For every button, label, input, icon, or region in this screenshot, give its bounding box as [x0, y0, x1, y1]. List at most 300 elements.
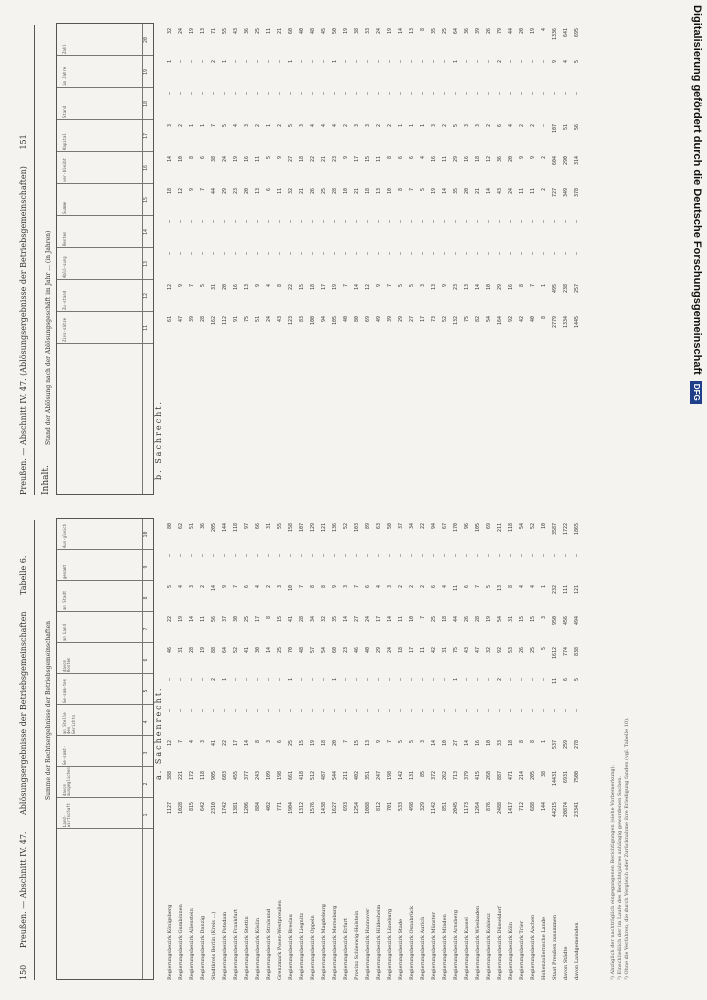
cell-value: — — [552, 709, 558, 713]
cell-value: — — [420, 678, 426, 682]
cell-value: 11 — [420, 647, 426, 654]
cell-value: 21 — [354, 188, 360, 195]
cell-value: 25 — [442, 28, 448, 35]
inhalt-label: Inhalt. — [41, 465, 51, 495]
cell-value: 9 — [189, 188, 195, 192]
cell-value: 8 — [420, 28, 426, 32]
table-row — [454, 25, 463, 495]
cell-value: — — [233, 220, 239, 224]
cell-value: 24 — [266, 316, 272, 323]
cell-value: 5 — [409, 284, 415, 288]
column-header: an Land — [62, 624, 67, 641]
cell-value: 62 — [178, 523, 184, 530]
cell-value: — — [431, 252, 437, 256]
cell-value: — — [310, 554, 316, 558]
cell-value: 52 — [343, 523, 349, 530]
table-row — [509, 520, 518, 980]
cell-value: — — [167, 252, 173, 256]
cell-value: — — [321, 709, 327, 713]
cell-value: 6 — [563, 678, 569, 682]
cell-value: 131 — [409, 771, 415, 781]
cell-value: 8 — [541, 316, 547, 320]
row-label: Regierungsbezirk Koblenz — [486, 913, 492, 980]
cell-value: 1 — [222, 60, 228, 64]
cell-value: 33 — [497, 740, 503, 747]
cell-value: — — [200, 252, 206, 256]
cell-value: — — [343, 709, 349, 713]
cell-value: — — [541, 678, 547, 682]
cell-value: 20874 — [563, 802, 569, 818]
cell-value: 6 — [497, 124, 503, 128]
cell-value: — — [222, 554, 228, 558]
cell-value: 80 — [354, 316, 360, 323]
cell-value: — — [453, 220, 459, 224]
cell-value: — — [409, 554, 415, 558]
cell-value: 44 — [453, 616, 459, 623]
cell-value: — — [409, 92, 415, 96]
cell-value: 1 — [409, 124, 415, 128]
cell-value: 2 — [277, 124, 283, 128]
cell-value: — — [266, 252, 272, 256]
cell-value: — — [552, 554, 558, 558]
cell-value: 107 — [299, 523, 305, 533]
header-column-divider — [57, 766, 153, 767]
cell-value: 92 — [497, 647, 503, 654]
cell-value: 4 — [508, 124, 514, 128]
cell-value: — — [552, 252, 558, 256]
cell-value: — — [420, 60, 426, 64]
row-label: Regierungsbezirk Liegnitz — [299, 912, 305, 980]
table-row — [344, 25, 353, 495]
table-row — [564, 25, 573, 495]
cell-value: 5 — [266, 156, 272, 160]
cell-value: 4 — [420, 156, 426, 160]
cell-value: 6 — [365, 585, 371, 589]
cell-value: 1612 — [552, 647, 558, 660]
cell-value: — — [442, 554, 448, 558]
cell-value: 14 — [442, 188, 448, 195]
column-header: gesamt — [62, 564, 67, 579]
cell-value: 25 — [321, 188, 327, 195]
cell-value: 42 — [431, 647, 437, 654]
cell-value: 17 — [354, 156, 360, 163]
cell-value: 8 — [398, 188, 404, 192]
cell-value: 43 — [277, 316, 283, 323]
cell-value: 32 — [486, 647, 492, 654]
cell-value: 3 — [420, 740, 426, 744]
cell-value: — — [486, 678, 492, 682]
row-label: Regierungsbezirk Stade — [398, 918, 404, 980]
cell-value: 1627 — [332, 802, 338, 815]
table-row — [388, 520, 397, 980]
table-row — [542, 25, 551, 495]
cell-value: 3 — [365, 124, 371, 128]
cell-value: 2 — [420, 585, 426, 589]
cell-value: 25 — [431, 616, 437, 623]
cell-value: 7 — [420, 616, 426, 620]
table-row — [355, 25, 364, 495]
cell-value: 5 — [420, 188, 426, 192]
cell-value: 5 — [541, 647, 547, 651]
cell-value: 205 — [530, 771, 536, 781]
cell-value: 24 — [365, 616, 371, 623]
cell-value: 1742 — [222, 802, 228, 815]
cell-value: 96 — [464, 523, 470, 530]
row-label: Regierungsbezirk Königsberg — [167, 904, 173, 980]
cell-value: 727 — [552, 188, 558, 198]
cell-value: 11 — [398, 616, 404, 623]
table-row — [487, 25, 496, 495]
row-label: Regierungsbezirk Stettin — [244, 916, 250, 980]
header-column-divider — [57, 87, 153, 88]
cell-value: 24 — [222, 156, 228, 163]
footnote-1: ¹) Abzüglich der nachträglich eingegangenen Berichtigungen (siehe Vorbemerkung). — [610, 764, 616, 980]
cell-value: — — [233, 92, 239, 96]
cell-value: 2 — [541, 156, 547, 160]
cell-value: 14431 — [552, 771, 558, 787]
cell-value: — — [453, 92, 459, 96]
cell-value: 2 — [398, 585, 404, 589]
cell-value: — — [431, 92, 437, 96]
cell-value: 211 — [343, 771, 349, 781]
cell-value: 103 — [354, 523, 360, 533]
cell-value: — — [552, 92, 558, 96]
cell-value: — — [530, 554, 536, 558]
column-header: Zu-stand — [62, 290, 67, 310]
cell-value: — — [519, 709, 525, 713]
cell-value: — — [563, 220, 569, 224]
cell-value: 495 — [552, 284, 558, 294]
cell-value: 121 — [574, 585, 580, 595]
cell-value: — — [398, 554, 404, 558]
cell-value: — — [266, 60, 272, 64]
cell-value: — — [376, 678, 382, 682]
cell-value: 5 — [200, 284, 206, 288]
cell-value: 693 — [343, 802, 349, 812]
cell-value: 455 — [233, 771, 239, 781]
cell-value: 11 — [277, 188, 283, 195]
cell-value: — — [211, 709, 217, 713]
cell-value: 494 — [574, 616, 580, 626]
cell-value: 838 — [574, 647, 580, 657]
cell-value: 49 — [376, 316, 382, 323]
row-label: Regierungsbezirk Aurich — [420, 916, 426, 980]
cell-value: — — [244, 220, 250, 224]
cell-value: — — [266, 678, 272, 682]
cell-value: 27 — [354, 616, 360, 623]
left-header-rule — [34, 520, 35, 980]
cell-value: — — [486, 60, 492, 64]
column-header: Zins-sätze — [62, 317, 67, 342]
cell-value: 79 — [497, 28, 503, 35]
row-label: Hohenzollernsche Lande — [541, 917, 547, 980]
cell-value: 6 — [266, 188, 272, 192]
cell-value: — — [200, 709, 206, 713]
cell-value: 31 — [266, 523, 272, 530]
cell-value: 26 — [486, 28, 492, 35]
cell-value: 688 — [530, 802, 536, 812]
cell-value: 19 — [431, 188, 437, 195]
cell-value: 22 — [420, 523, 426, 530]
cell-value: 31 — [178, 647, 184, 654]
cell-value: 402 — [354, 771, 360, 781]
cell-value: — — [266, 554, 272, 558]
footnote-3: ³) Ohne die Verfahren, die durch Vergleich oder Zurücknahme ihre Erledigung fanden (vgl. Tabelle 10). — [624, 717, 630, 980]
cell-value: 18 — [310, 284, 316, 291]
cell-value: 30 — [255, 647, 261, 654]
cell-value: 10 — [541, 523, 547, 530]
cell-value: — — [211, 92, 217, 96]
cell-value: 105 — [332, 316, 338, 326]
cell-value: — — [519, 554, 525, 558]
cell-value: 60 — [288, 28, 294, 35]
cell-value: 268 — [486, 771, 492, 781]
cell-value: — — [486, 252, 492, 256]
cell-value: 3 — [354, 124, 360, 128]
cell-value: — — [255, 60, 261, 64]
cell-value: — — [398, 709, 404, 713]
cell-value: 80 — [167, 523, 173, 530]
cell-value: — — [453, 709, 459, 713]
cell-value: 13 — [464, 284, 470, 291]
table-row — [322, 520, 331, 980]
cell-value: 100 — [310, 316, 316, 326]
cell-value: 7 — [530, 284, 536, 288]
cell-value: 22 — [167, 616, 173, 623]
column-header: Summe — [62, 201, 67, 214]
cell-value: — — [255, 554, 261, 558]
cell-value: — — [277, 252, 283, 256]
table-row — [300, 25, 309, 495]
cell-value: 19 — [200, 647, 206, 654]
cell-value: 56 — [211, 616, 217, 623]
cell-value: 262 — [442, 771, 448, 781]
column-number: 3 — [143, 751, 149, 755]
table-row — [289, 520, 298, 980]
column-number: 1 — [143, 813, 149, 817]
cell-value: 1 — [332, 60, 338, 64]
table-row — [542, 520, 551, 980]
cell-value: 16 — [233, 284, 239, 291]
cell-value: — — [277, 220, 283, 224]
cell-value: — — [310, 220, 316, 224]
row-label: Regierungsbezirk Arnsberg — [453, 909, 459, 980]
cell-value: — — [530, 678, 536, 682]
cell-value: 9 — [255, 284, 261, 288]
row-label: Regierungsbezirk Magdeburg — [321, 904, 327, 980]
cell-value: 14 — [211, 585, 217, 592]
cell-value: — — [431, 554, 437, 558]
column-header: an Stelle des Gerichts — [62, 712, 76, 734]
left-column-header-block — [56, 518, 154, 980]
cell-value: 533 — [398, 802, 404, 812]
table-row — [245, 520, 254, 980]
cell-value: 39 — [189, 316, 195, 323]
table-row — [498, 25, 507, 495]
cell-value: — — [409, 252, 415, 256]
cell-value: 17 — [321, 284, 327, 291]
cell-value: — — [387, 252, 393, 256]
cell-value: 3 — [431, 124, 437, 128]
cell-value: 39 — [387, 316, 393, 323]
table-row — [399, 25, 408, 495]
cell-value: — — [508, 554, 514, 558]
column-number: 15 — [143, 196, 149, 203]
cell-value: 89 — [365, 523, 371, 530]
cell-value: 6 — [464, 585, 470, 589]
cell-value: 29 — [376, 647, 382, 654]
cell-value: 2 — [178, 124, 184, 128]
cell-value: 7 — [343, 284, 349, 288]
table-row — [553, 25, 562, 495]
cell-value: 3 — [387, 585, 393, 589]
cell-value: — — [178, 554, 184, 558]
cell-value: — — [321, 220, 327, 224]
cell-value: — — [365, 252, 371, 256]
cell-value: 14 — [475, 284, 481, 291]
cell-value: — — [255, 678, 261, 682]
cell-value: — — [486, 92, 492, 96]
cell-value: 14 — [431, 740, 437, 747]
cell-value: — — [365, 678, 371, 682]
cell-value: 905 — [211, 771, 217, 781]
cell-value: 11 — [200, 616, 206, 623]
column-header: Renten — [62, 231, 67, 246]
cell-value: 18 — [442, 616, 448, 623]
cell-value: 471 — [508, 771, 514, 781]
cell-value: 2 — [497, 60, 503, 64]
cell-value: 11 — [442, 156, 448, 163]
cell-value: 661 — [288, 771, 294, 781]
cell-value: 329 — [420, 802, 426, 812]
cell-value: 23 — [453, 284, 459, 291]
cell-value: — — [354, 252, 360, 256]
cell-value: — — [420, 220, 426, 224]
column-number: 20 — [143, 36, 149, 43]
column-header: im Jahre — [62, 66, 67, 86]
table-row — [377, 25, 386, 495]
cell-value: 7 — [200, 188, 206, 192]
cell-value: — — [475, 220, 481, 224]
header-column-divider — [57, 735, 153, 736]
row-label: Regierungsbezirk Osnabrück — [409, 906, 415, 980]
cell-value: — — [376, 92, 382, 96]
cell-value: 29 — [453, 156, 459, 163]
cell-value: — — [255, 220, 261, 224]
cell-value: 18 — [365, 188, 371, 195]
cell-value: — — [343, 92, 349, 96]
cell-value: 6 — [244, 585, 250, 589]
cell-value: — — [310, 60, 316, 64]
cell-value: 170 — [453, 523, 459, 533]
cell-value: 1334 — [563, 316, 569, 329]
cell-value: — — [288, 709, 294, 713]
cell-value: 36 — [244, 28, 250, 35]
column-header: davon Kosten — [62, 657, 72, 672]
cell-value: 7 — [354, 585, 360, 589]
cell-value: — — [453, 252, 459, 256]
cell-value: 3 — [475, 124, 481, 128]
cell-value: 111 — [563, 585, 569, 595]
header-column-divider — [57, 673, 153, 674]
cell-value: — — [211, 554, 217, 558]
cell-value: 112 — [222, 316, 228, 326]
cell-value: — — [464, 252, 470, 256]
table-row — [223, 520, 232, 980]
cell-value: — — [266, 709, 272, 713]
cell-value: — — [178, 709, 184, 713]
cell-value: 603 — [222, 771, 228, 781]
cell-value: 17 — [409, 647, 415, 654]
cell-value: — — [409, 709, 415, 713]
cell-value: 16 — [431, 156, 437, 163]
cell-value: 19 — [486, 616, 492, 623]
cell-value: — — [222, 92, 228, 96]
cell-value: 10 — [387, 188, 393, 195]
cell-value: 15 — [299, 284, 305, 291]
column-number: 6 — [143, 658, 149, 662]
cell-value: 5 — [453, 124, 459, 128]
row-label: Regierungsbezirk Frankfurt — [233, 908, 239, 980]
cell-value: 27 — [453, 740, 459, 747]
right-table-body — [168, 25, 588, 495]
cell-value: 12 — [178, 188, 184, 195]
cell-value: 25 — [530, 647, 536, 654]
cell-value: — — [310, 709, 316, 713]
column-number: 13 — [143, 260, 149, 267]
cell-value: 57 — [310, 647, 316, 654]
cell-value: — — [376, 709, 382, 713]
table-row — [443, 520, 452, 980]
right-running-title: Preußen. — Abschnitt IV. 47. (Ablösungsergebnisse der Betriebsgemeinschaften) — [19, 166, 28, 495]
cell-value: 221 — [178, 771, 184, 781]
cell-value: 38 — [541, 771, 547, 778]
cell-value: 39 — [475, 28, 481, 35]
cell-value: 8 — [387, 156, 393, 160]
cell-value: 11 — [519, 188, 525, 195]
cell-value: — — [222, 709, 228, 713]
cell-value: — — [343, 554, 349, 558]
cell-value: 60 — [332, 647, 338, 654]
cell-value: — — [299, 678, 305, 682]
cell-value: 4 — [310, 124, 316, 128]
cell-value: 5 — [398, 284, 404, 288]
cell-value: 7500 — [574, 771, 580, 784]
cell-value: 1264 — [475, 802, 481, 815]
cell-value: 2 — [376, 124, 382, 128]
cell-value: 16 — [508, 284, 514, 291]
cell-value: 32 — [321, 616, 327, 623]
cell-value: — — [189, 554, 195, 558]
cell-value: 9 — [519, 156, 525, 160]
table-row — [410, 520, 419, 980]
cell-value: 85 — [420, 771, 426, 778]
cell-value: 24 — [178, 28, 184, 35]
cell-value: 20 — [519, 28, 525, 35]
cell-value: 10 — [178, 156, 184, 163]
cell-value: — — [475, 252, 481, 256]
cell-value: 774 — [563, 647, 569, 657]
cell-value: 53 — [508, 647, 514, 654]
right-column-header-block — [56, 23, 154, 495]
cell-value: 164 — [497, 316, 503, 326]
cell-value: 388 — [167, 771, 173, 781]
cell-value: 46 — [354, 647, 360, 654]
cell-value: 27 — [409, 316, 415, 323]
cell-value: 2045 — [453, 802, 459, 815]
cell-value: — — [431, 678, 437, 682]
cell-value: 4 — [189, 740, 195, 744]
